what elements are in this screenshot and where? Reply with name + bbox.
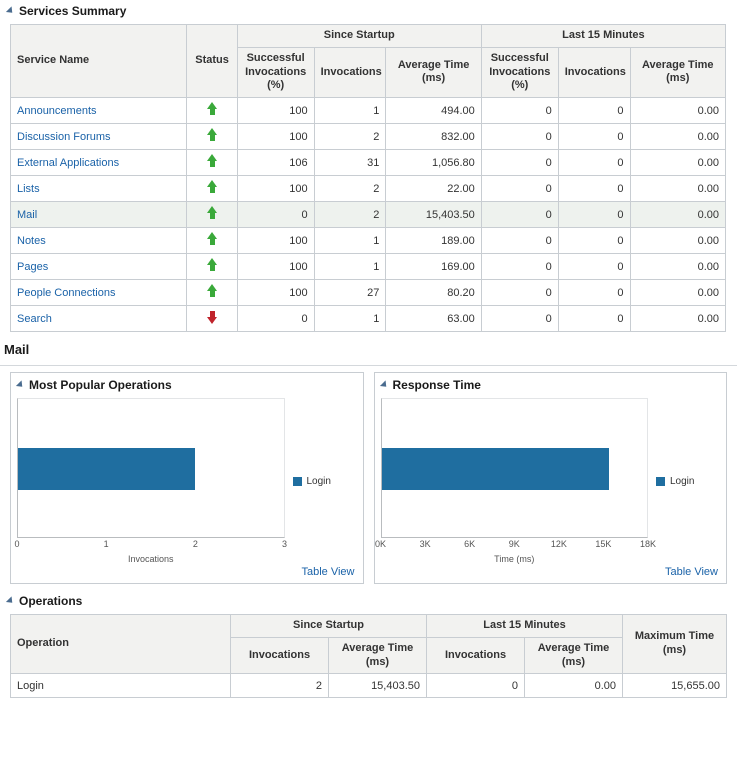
cell-last15-avg: 0.00 [630, 150, 725, 176]
cell-service-name [11, 124, 187, 150]
services-summary-title: Services Summary [19, 4, 127, 18]
operations-body [11, 674, 727, 698]
cell-status [187, 306, 237, 332]
table-row[interactable] [11, 228, 726, 254]
cell-startup-avg: 189.00 [386, 228, 481, 254]
cell-last15-pct: 0 [481, 176, 558, 202]
plot-area [381, 398, 649, 538]
cell-startup-avg: 494.00 [386, 98, 481, 124]
cell-startup-avg: 15,403.50 [386, 202, 481, 228]
ops-group-since-startup: Since Startup [231, 615, 427, 638]
table-row[interactable] [11, 98, 726, 124]
cell-last15-avg: 0.00 [630, 202, 725, 228]
x-tick-label: 9K [508, 539, 520, 549]
cell-status [187, 202, 237, 228]
cell-status [187, 176, 237, 202]
cell-service-name [11, 280, 187, 306]
cell-last15-pct: 0 [481, 280, 558, 306]
cell-startup-invocations: 2 [314, 176, 386, 202]
chart-footer [375, 564, 727, 583]
cell-service-name [11, 202, 187, 228]
service-link[interactable]: External Applications [17, 156, 120, 169]
cell-last15-invocations: 0 [558, 98, 630, 124]
table-row[interactable] [11, 124, 726, 150]
disclosure-triangle-icon[interactable] [6, 6, 15, 15]
x-tick-label: 3 [281, 539, 288, 549]
charts-row [0, 366, 737, 584]
plot-area [17, 398, 285, 538]
services-summary-panel [0, 0, 737, 332]
cell-startup-pct: 100 [237, 98, 314, 124]
table-row[interactable] [11, 176, 726, 202]
service-link[interactable]: Lists [17, 182, 40, 195]
cell-last15-avg: 0.00 [630, 306, 725, 332]
x-tick-label: 3K [419, 539, 431, 549]
cell-startup-invocations: 31 [314, 150, 386, 176]
status-up-icon [207, 154, 218, 168]
table-row[interactable] [11, 674, 727, 698]
cell-startup-pct: 100 [237, 280, 314, 306]
table-row[interactable] [11, 306, 726, 332]
cell-last15-invocations: 0 [558, 254, 630, 280]
table-row-selected[interactable] [11, 202, 726, 228]
services-summary-header[interactable] [0, 0, 737, 24]
col-ops-startup-invocations[interactable]: Invocations [231, 637, 329, 674]
cell-startup-avg: 63.00 [386, 306, 481, 332]
cell-startup-pct: 0 [237, 306, 314, 332]
status-up-icon [207, 128, 218, 142]
cell-last15-invocations: 0 [558, 150, 630, 176]
cell-last15-avg: 0.00 [630, 124, 725, 150]
cell-last15-avg: 0.00 [630, 176, 725, 202]
cell-service-name [11, 306, 187, 332]
col-status[interactable]: Status [187, 25, 237, 98]
x-axis-label: Invocations [127, 554, 174, 564]
x-tick-label: 12K [550, 539, 567, 549]
cell-last15-pct: 0 [481, 124, 558, 150]
cell-service-name [11, 150, 187, 176]
group-since-startup: Since Startup [237, 25, 481, 48]
cell-last15-pct: 0 [481, 254, 558, 280]
cell-last15-invocations: 0 [558, 280, 630, 306]
cell-startup-invocations: 1 [314, 254, 386, 280]
x-tick-label: 15K [595, 539, 612, 549]
status-down-icon [207, 310, 218, 324]
status-up-icon [207, 206, 218, 220]
col-service-name[interactable]: Service Name [11, 25, 187, 98]
operations-header[interactable] [0, 590, 737, 614]
cell-last15-invocations: 0 [558, 176, 630, 202]
chart-body [11, 396, 363, 564]
table-row[interactable] [11, 254, 726, 280]
cell-startup-invocations: 1 [314, 306, 386, 332]
legend-label: Login [670, 475, 695, 487]
table-view-link[interactable]: Table View [665, 566, 718, 578]
cell-last15-invocations: 0 [558, 124, 630, 150]
chart-footer [11, 564, 363, 583]
cell-service-name [11, 254, 187, 280]
cell-last15-pct: 0 [481, 150, 558, 176]
operations-panel [0, 584, 737, 698]
service-link[interactable]: Pages [17, 260, 49, 273]
cell-last15-pct: 0 [481, 202, 558, 228]
cell-service-name [11, 98, 187, 124]
cell-last15-invocations: 0 [558, 202, 630, 228]
plot-area-wrapper [14, 398, 288, 564]
cell-startup-invocations: 2 [314, 124, 386, 150]
cell-startup-pct: 106 [237, 150, 314, 176]
chart-legend [285, 398, 357, 564]
status-up-icon [207, 180, 218, 194]
disclosure-triangle-icon[interactable] [6, 596, 15, 605]
cell-status [187, 124, 237, 150]
status-up-icon [207, 284, 218, 298]
chart-title: Most Popular Operations [29, 378, 172, 392]
plot-area-wrapper [374, 398, 657, 564]
service-link[interactable]: Announcements [17, 104, 97, 117]
cell-last15-invocations: 0 [558, 228, 630, 254]
col-startup-average-time[interactable]: Average Time (ms) [386, 47, 481, 97]
services-summary-table [10, 24, 726, 332]
cell-startup-avg: 1,056.80 [386, 150, 481, 176]
cell-startup-avg: 80.20 [386, 280, 481, 306]
col-ops-startup-average-time[interactable]: Average Time (ms) [329, 637, 427, 674]
cell-last15-avg: 0.00 [630, 280, 725, 306]
cell-startup-invocations: 27 [314, 280, 386, 306]
cell-service-name [11, 176, 187, 202]
ops-group-header-row [11, 615, 727, 638]
x-tick-label: 2 [192, 539, 198, 549]
operations-table [10, 614, 727, 698]
col-last15-successful-pct[interactable]: Successful Invocations (%) [481, 47, 558, 97]
cell-status [187, 280, 237, 306]
cell-startup-avg: 22.00 [386, 176, 481, 202]
service-link[interactable]: Search [17, 312, 52, 325]
service-link[interactable]: Mail [17, 208, 38, 221]
bar-series-login[interactable] [382, 448, 609, 490]
cell-last15-avg: 0.00 [630, 228, 725, 254]
cell-startup-invocations: 2 [314, 202, 386, 228]
col-startup-successful-pct[interactable]: Successful Invocations (%) [237, 47, 314, 97]
cell-status [187, 98, 237, 124]
col-last15-average-time[interactable]: Average Time (ms) [630, 47, 725, 97]
chart-legend [648, 398, 720, 564]
cell-status [187, 254, 237, 280]
group-last-15-minutes: Last 15 Minutes [481, 25, 725, 48]
cell-service-name [11, 228, 187, 254]
cell-startup-avg: 832.00 [386, 124, 481, 150]
table-group-header-row [11, 25, 726, 48]
table-view-link[interactable]: Table View [301, 566, 355, 578]
chart-title: Response Time [392, 378, 481, 392]
cell-ops-last15-avg: 0.00 [525, 674, 623, 698]
legend-swatch-icon [656, 477, 665, 486]
cell-startup-invocations: 1 [314, 98, 386, 124]
cell-status [187, 150, 237, 176]
disclosure-triangle-icon[interactable] [16, 380, 25, 389]
x-axis-ticks [14, 538, 288, 552]
cell-last15-pct: 0 [481, 98, 558, 124]
col-startup-invocations[interactable]: Invocations [314, 47, 386, 97]
cell-startup-avg: 169.00 [386, 254, 481, 280]
cell-startup-invocations: 1 [314, 228, 386, 254]
cell-startup-pct: 100 [237, 254, 314, 280]
table-row[interactable] [11, 150, 726, 176]
x-axis-label: Time (ms) [494, 554, 535, 564]
x-tick-label: 18K [639, 539, 657, 549]
ops-group-last-15-minutes: Last 15 Minutes [427, 615, 623, 638]
cell-startup-pct: 0 [237, 202, 314, 228]
status-up-icon [207, 232, 218, 246]
cell-operation-name: Login [11, 674, 231, 698]
detail-section-label: Mail [4, 342, 30, 357]
col-last15-invocations[interactable]: Invocations [558, 47, 630, 97]
response-time-chart-panel [374, 372, 728, 584]
most-popular-operations-chart-panel [10, 372, 364, 584]
cell-ops-startup-avg: 15,403.50 [329, 674, 427, 698]
col-ops-last15-average-time[interactable]: Average Time (ms) [525, 637, 623, 674]
cell-startup-pct: 100 [237, 124, 314, 150]
cell-status [187, 228, 237, 254]
service-link[interactable]: People Connections [17, 286, 116, 299]
x-axis-ticks [374, 538, 657, 552]
cell-ops-last15-invocations: 0 [427, 674, 525, 698]
bar-series-login[interactable] [18, 448, 195, 490]
legend-swatch-icon [293, 477, 302, 486]
x-tick-label: 1 [103, 539, 109, 549]
cell-ops-startup-invocations: 2 [231, 674, 329, 698]
service-link[interactable]: Discussion Forums [17, 130, 111, 143]
chart-header[interactable] [375, 373, 727, 396]
chart-header[interactable] [11, 373, 363, 396]
cell-startup-pct: 100 [237, 228, 314, 254]
cell-last15-pct: 0 [481, 306, 558, 332]
service-link[interactable]: Notes [17, 234, 46, 247]
services-summary-body [11, 98, 726, 332]
disclosure-triangle-icon[interactable] [379, 380, 388, 389]
col-maximum-time[interactable]: Maximum Time (ms) [623, 615, 727, 674]
operations-title: Operations [19, 594, 83, 608]
col-ops-last15-invocations[interactable]: Invocations [427, 637, 525, 674]
col-operation[interactable]: Operation [11, 615, 231, 674]
x-tick-label: 0 [14, 539, 20, 549]
status-up-icon [207, 102, 218, 116]
status-up-icon [207, 258, 218, 272]
cell-last15-pct: 0 [481, 228, 558, 254]
chart-body [375, 396, 727, 564]
cell-last15-avg: 0.00 [630, 98, 725, 124]
table-row[interactable] [11, 280, 726, 306]
cell-ops-maximum-time: 15,655.00 [623, 674, 727, 698]
legend-label: Login [306, 475, 331, 487]
cell-last15-invocations: 0 [558, 306, 630, 332]
x-tick-label: 6K [464, 539, 476, 549]
cell-startup-pct: 100 [237, 176, 314, 202]
cell-last15-avg: 0.00 [630, 254, 725, 280]
x-tick-label: 0K [374, 539, 387, 549]
